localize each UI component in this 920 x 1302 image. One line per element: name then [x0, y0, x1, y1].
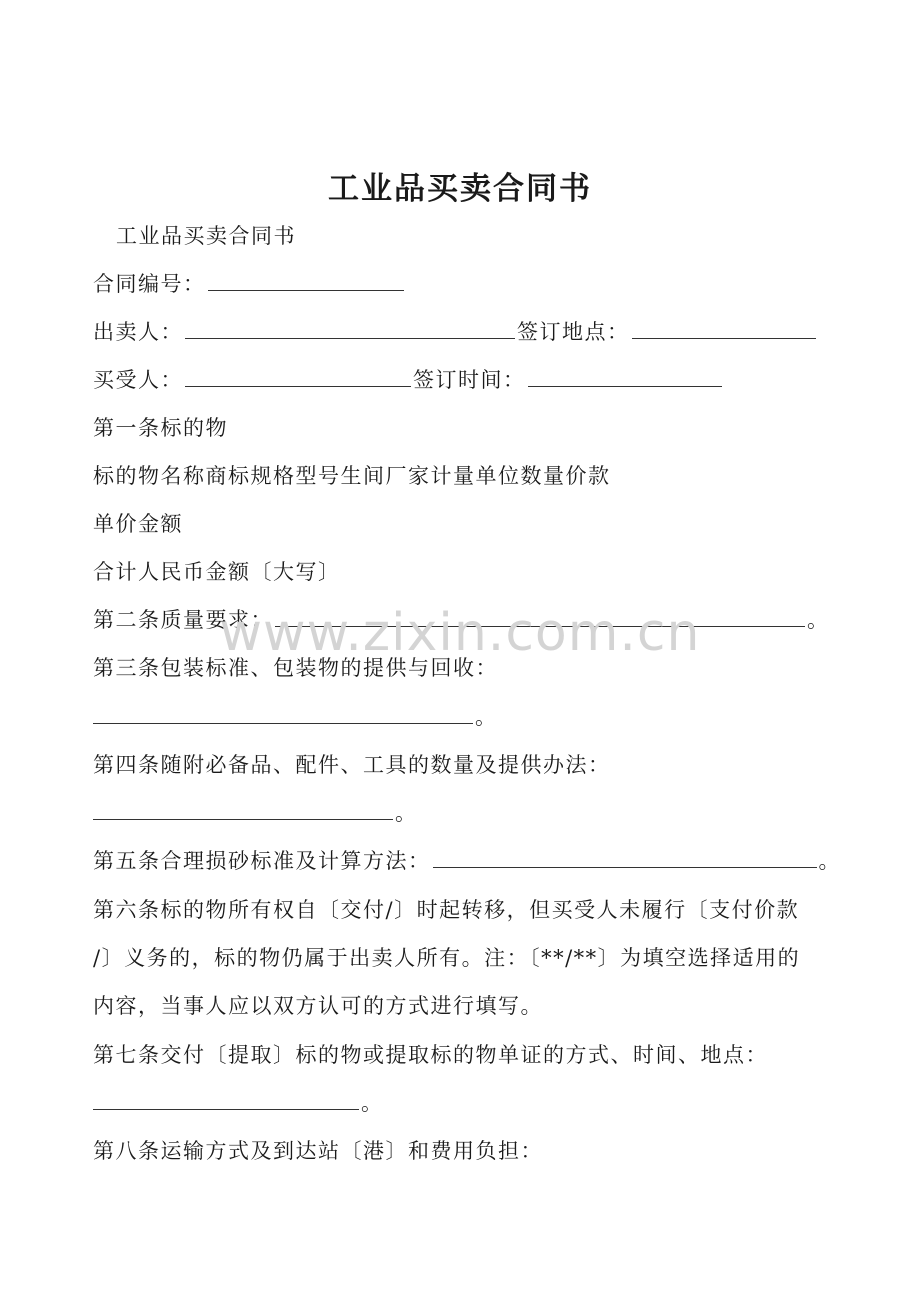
article-1-header-2: 单价金额 [93, 512, 183, 536]
article-7-blank [93, 1089, 359, 1110]
sign-time-label: 签订时间： [413, 368, 526, 392]
article-2-period: 。 [807, 608, 830, 632]
sign-time-blank [528, 366, 722, 387]
article-4-period: 。 [395, 801, 418, 825]
article-3-period: 。 [475, 705, 498, 729]
article-5-blank [433, 847, 817, 868]
article-7-blank-row [93, 1089, 384, 1117]
contract-number-row [93, 270, 406, 298]
contract-number-blank [208, 270, 404, 291]
article-5-row [93, 847, 841, 875]
article-2-label: 第二条质量要求： [93, 608, 273, 632]
seller-row [93, 318, 818, 346]
article-3-blank [93, 703, 473, 724]
article-1-title: 第一条标的物 [93, 416, 228, 440]
article-6-line-1: 第六条标的物所有权自〔交付/〕时起转移，但买受人未履行〔支付价款 [93, 898, 800, 922]
article-7-period: 。 [361, 1091, 384, 1115]
article-3-blank-row [93, 703, 498, 731]
article-3-label: 第三条包装标准、包装物的提供与回收： [93, 656, 498, 680]
article-2-blank [275, 606, 805, 627]
seller-label: 出卖人： [93, 320, 183, 344]
article-4-blank [93, 799, 393, 820]
article-2-row [93, 606, 830, 634]
article-1-total: 合计人民币金额〔大写〕 [93, 560, 341, 584]
article-1-header-1: 标的物名称商标规格型号生间厂家计量单位数量价款 [93, 464, 611, 488]
article-4-label: 第四条随附必备品、配件、工具的数量及提供办法： [93, 753, 611, 777]
document-title: 工业品买卖合同书 [328, 171, 592, 207]
buyer-blank [185, 366, 411, 387]
article-4-blank-row [93, 799, 418, 827]
article-5-label: 第五条合理损砂标准及计算方法： [93, 849, 431, 873]
sign-place-label: 签订地点： [517, 320, 630, 344]
article-5-period: 。 [818, 849, 841, 873]
contract-number-label: 合同编号： [93, 272, 206, 296]
article-6-line-3: 内容，当事人应以双方认可的方式进行填写。 [93, 994, 543, 1018]
seller-blank [185, 318, 515, 339]
article-7-label: 第七条交付〔提取〕标的物或提取标的物单证的方式、时间、地点： [93, 1043, 768, 1067]
article-6-line-2: /〕义务的，标的物仍属于出卖人所有。注：〔**/**〕为填空选择适用的 [93, 946, 801, 970]
buyer-label: 买受人： [93, 368, 183, 392]
watermark: www.zixin.com.cn [219, 603, 701, 663]
sign-place-blank [632, 318, 816, 339]
article-8-label: 第八条运输方式及到达站〔港〕和费用负担： [93, 1139, 543, 1163]
document-subtitle: 工业品买卖合同书 [116, 224, 296, 248]
buyer-row [93, 366, 724, 394]
